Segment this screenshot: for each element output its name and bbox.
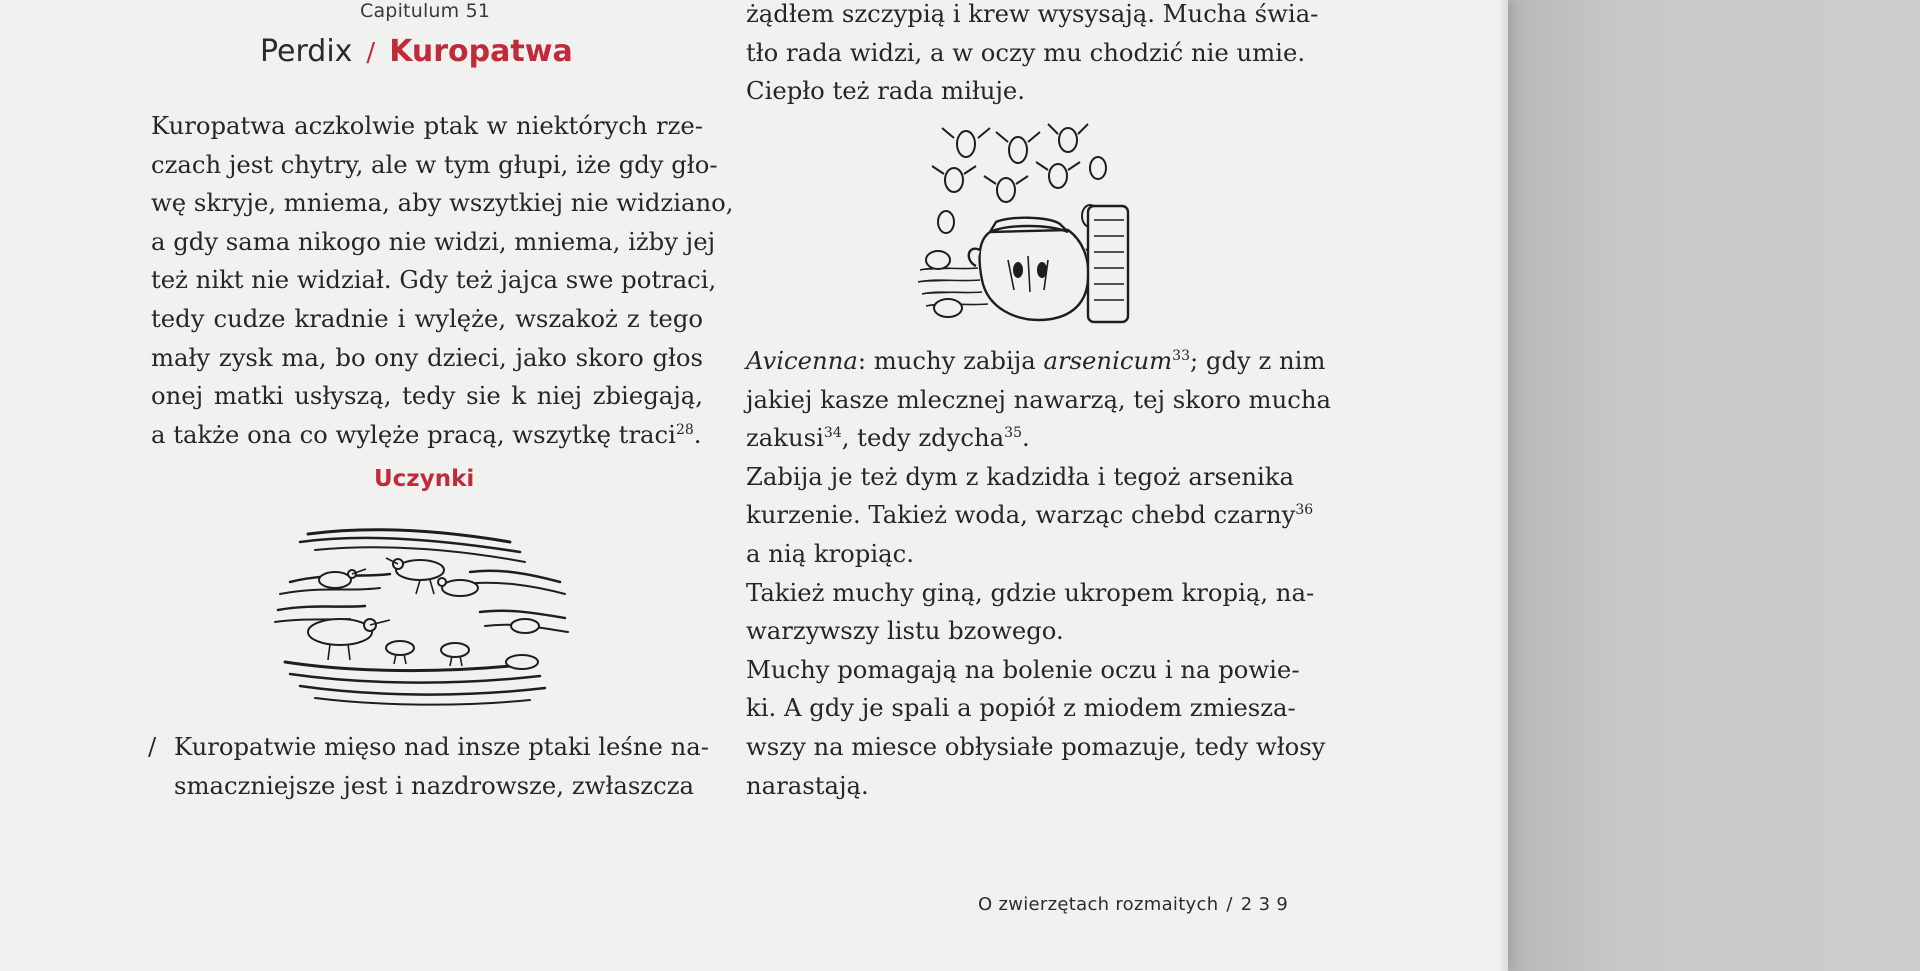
text-line: onej matki usłyszą, tedy sie k niej zbiegają,	[151, 381, 703, 411]
text-line: a gdy sama nikogo nie widzi, mniema, iżby jej	[151, 226, 716, 256]
text-line: warzywszy listu bzowego.	[746, 616, 1064, 646]
right-top-paragraph	[746, 0, 1319, 111]
text-line: wszy na miesce obłysiałe pomazuje, tedy włosy	[746, 731, 1326, 761]
text-line: ki. A gdy je spali a popiół z miodem zmiesza-	[746, 693, 1296, 723]
chapter-title	[260, 34, 573, 69]
text-line: Zabija je też dym z kadzidła i tegoż arsenika	[746, 461, 1294, 491]
source-name: Avicenna	[746, 346, 858, 375]
background-surface	[1500, 0, 1920, 971]
text-line: smaczniejsze jest i nazdrowsze, zwłaszcza	[174, 770, 694, 800]
right-body-paragraph	[746, 342, 1331, 805]
text-line: Ciepło też rada miłuje.	[746, 76, 1026, 106]
text-line: czach jest chytry, ale w tym głupi, iże gdy gło-	[151, 149, 718, 179]
text-span: ; gdy z nim	[1189, 346, 1326, 375]
subheading: Uczynki	[374, 466, 475, 492]
latin-term: arsenicum	[1043, 346, 1173, 375]
text-line: Muchy pomagają na bolenie oczu i na powie-	[746, 654, 1300, 684]
footer-section-title: O zwierzętach rozmaitych	[978, 894, 1219, 915]
paragraph-marker: /	[148, 732, 157, 761]
footnote-ref: 36	[1295, 502, 1314, 519]
text-line: też nikt nie widział. Gdy też jajca swe potraci,	[151, 265, 717, 295]
text-line: Kuropatwa aczkolwie ptak w niektórych rze-	[151, 111, 703, 140]
text-line: tedy cudze kradnie i wylęże, wszakoż z tego	[151, 303, 703, 333]
text-line	[746, 419, 1294, 458]
text-span: , tedy zdycha	[841, 423, 1005, 453]
bottom-left-paragraph	[148, 728, 709, 805]
title-polish: Kuropatwa	[389, 34, 573, 69]
text-line	[746, 342, 1326, 381]
footnote-ref: 28	[675, 421, 694, 438]
flies-jar-woodcut-illustration	[918, 120, 1138, 330]
footnote-ref: 34	[823, 425, 842, 442]
partridges-woodcut-illustration	[270, 522, 570, 708]
title-latin: Perdix	[260, 34, 353, 69]
left-paragraph	[151, 107, 734, 454]
text-span: .	[1021, 423, 1030, 453]
footer-separator: /	[1226, 894, 1233, 915]
text-line: narastają.	[746, 770, 869, 800]
page-edge	[1500, 0, 1508, 971]
text-line: żądłem szczypią i krew wysysają. Mucha świa-	[746, 0, 1319, 28]
text-line: a także ona co wylęże pracą, wszytkę traci	[151, 419, 676, 449]
text-line: Takież muchy giną, gdzie ukropem kropią, na-	[746, 577, 1315, 607]
page-number: 2 3 9	[1240, 894, 1289, 915]
title-separator: /	[366, 38, 376, 68]
footnote-ref: 33	[1172, 348, 1190, 364]
running-footer	[978, 894, 1288, 915]
text-span: kurzenie. Takież woda, warząc chebd czarny	[746, 500, 1296, 530]
text-line: jakiej kasze mlecznej nawarzą, tej skoro mucha	[746, 384, 1331, 414]
text-line: a nią kropiąc.	[746, 538, 914, 568]
text-line: Kuropatwie mięso nad insze ptaki leśne na-	[174, 732, 709, 761]
text-line: wę skryje, mniema, aby wszytkiej nie widziano,	[151, 188, 734, 218]
text-line-last: a także ona co wylęże pracą, wszytkę traci$^{28}$.	[151, 419, 702, 449]
text-line: mały zysk ma, bo ony dzieci, jako skoro głos	[151, 342, 703, 372]
text-line	[746, 496, 1314, 535]
text-span: : muchy zabija	[857, 346, 1044, 375]
text-line: tło rada widzi, a w oczy mu chodzić nie umie.	[746, 37, 1306, 67]
footnote-ref: 35	[1004, 425, 1022, 442]
text-span: zakusi	[746, 423, 824, 453]
chapter-label: Capitulum 51	[360, 0, 491, 22]
